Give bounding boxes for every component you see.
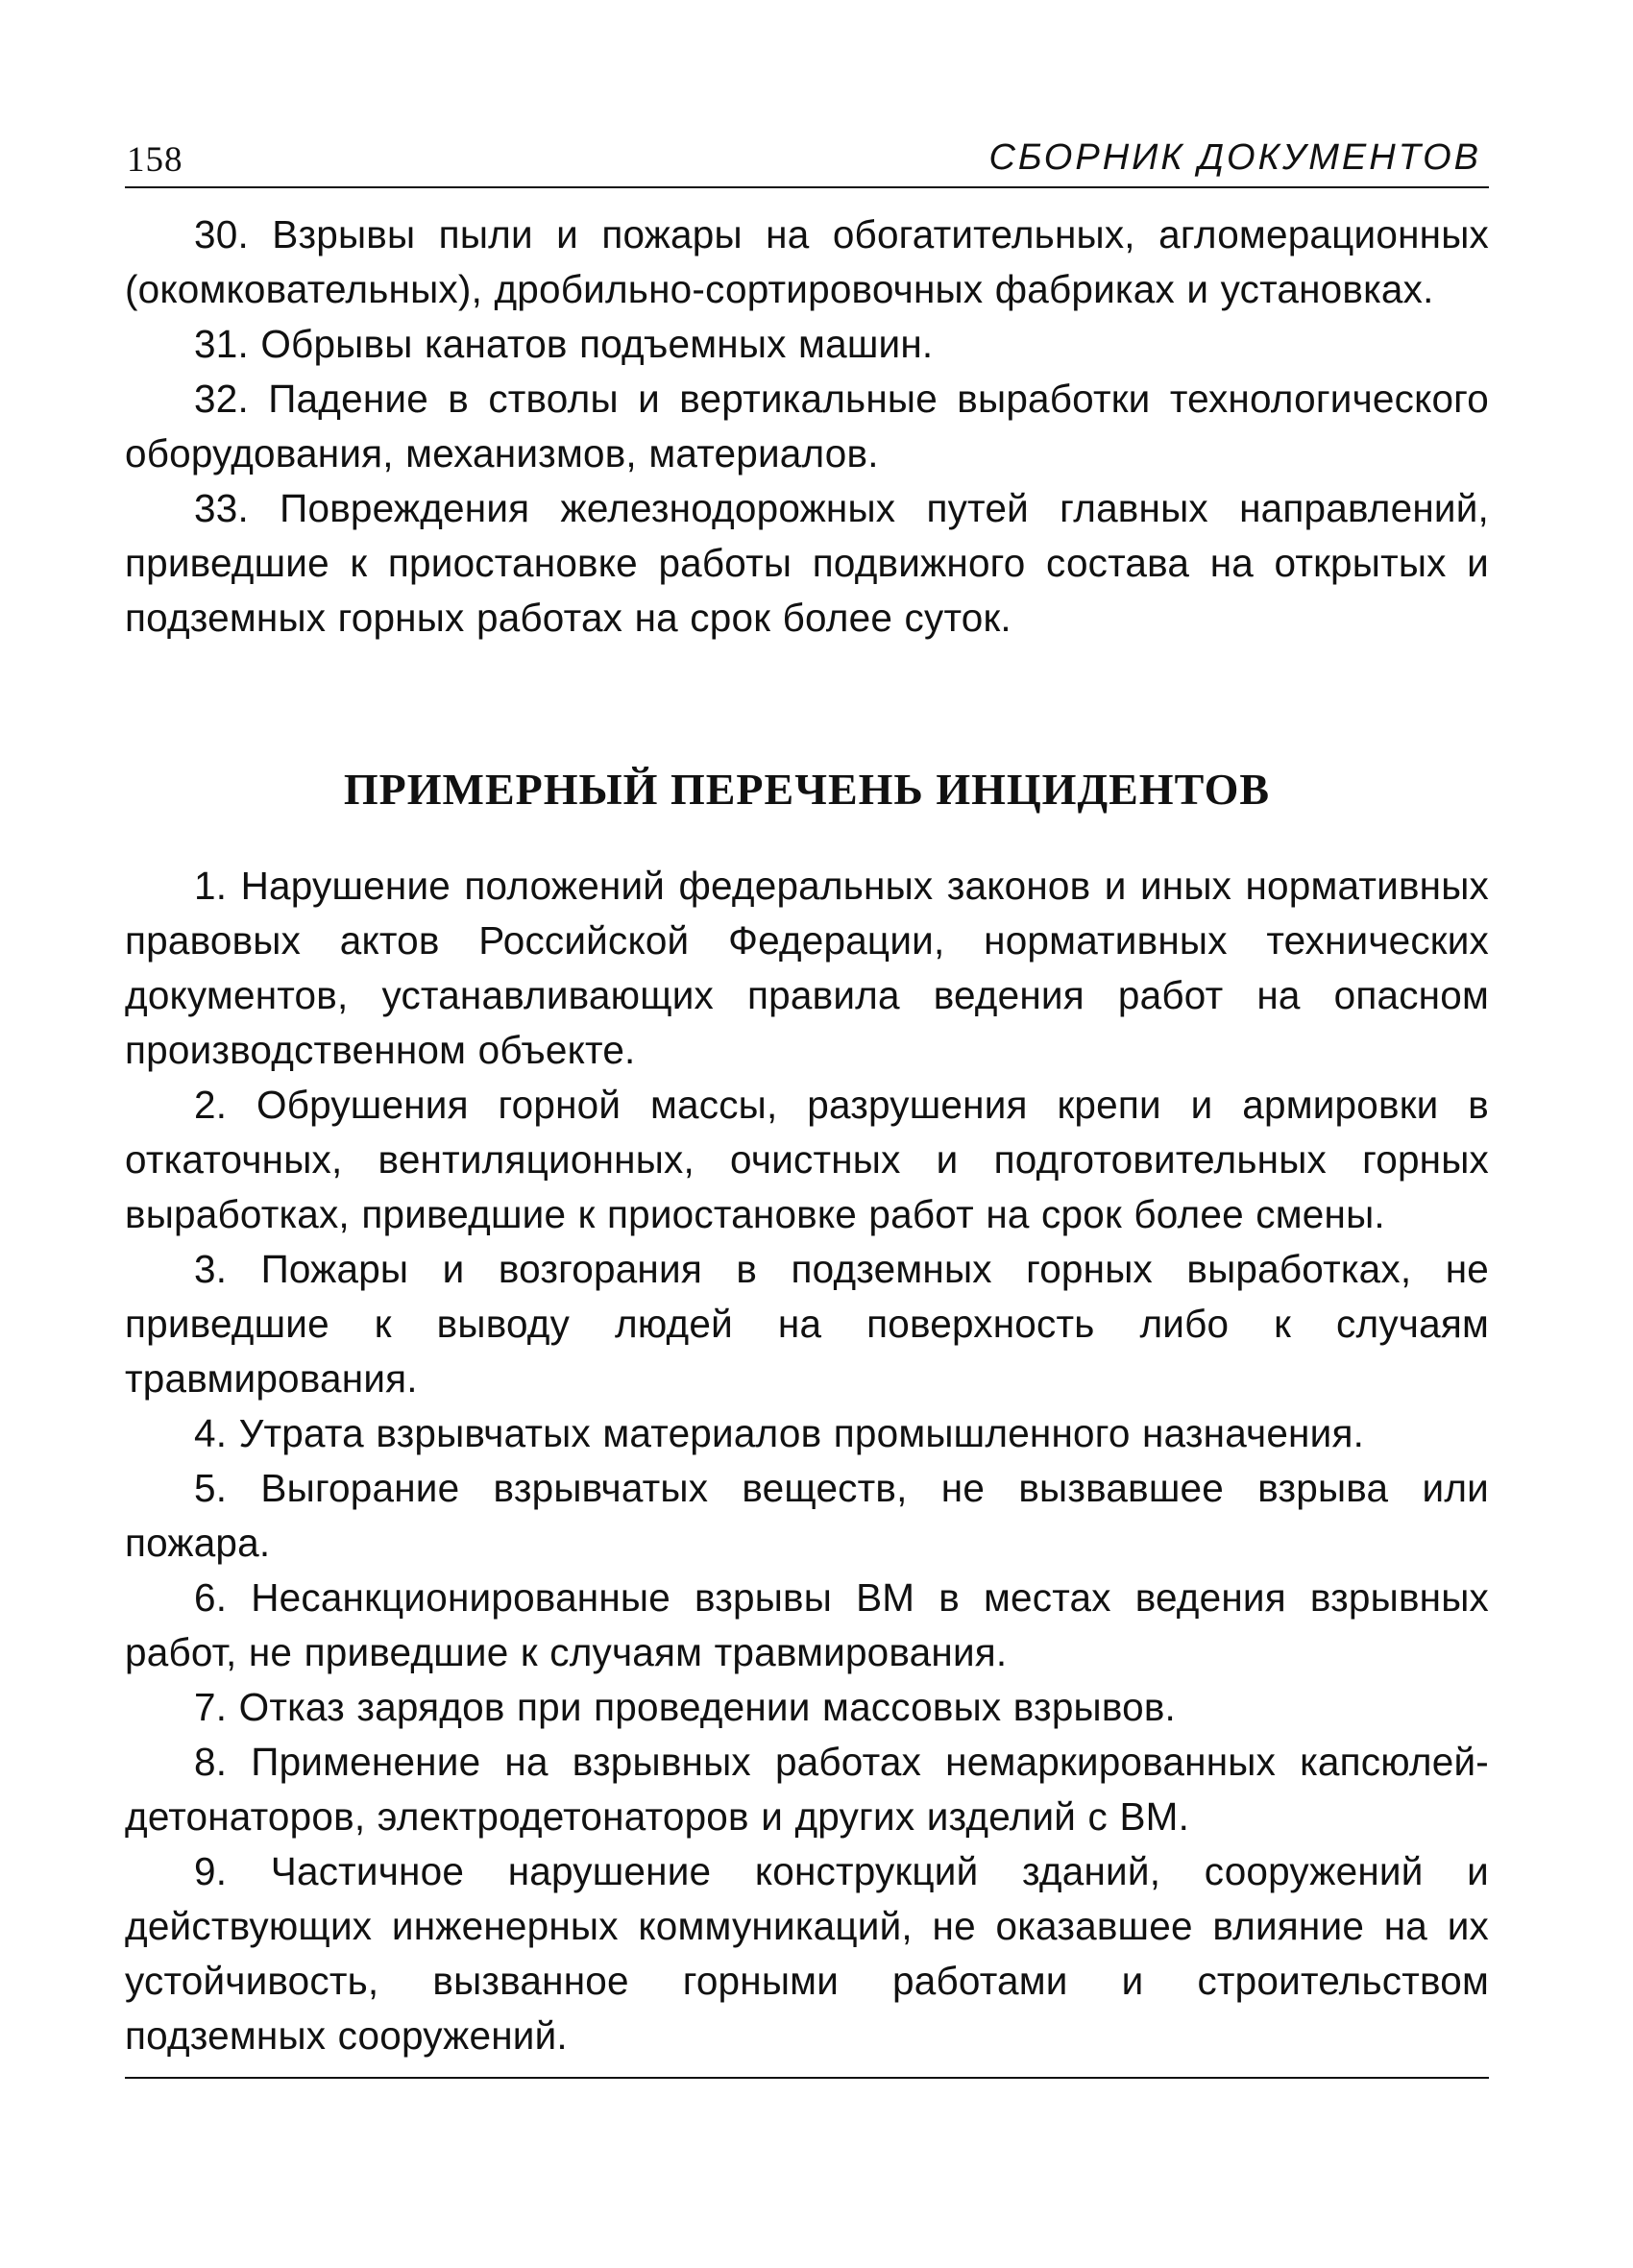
- list-item: 1. Нарушение положений федеральных законов и иных нормативных правовых актов Российской Федерации, нормативных технических документов, устанавливающих правила ведения работ на опасном производственном объекте.: [125, 864, 1489, 1072]
- list-item: 2. Обрушения горной массы, разрушения крепи и армировки в откаточных, вентиляционных, очистных и подготовительных горных выработках, приведшие к приостановке работ на срок более смены.: [125, 1083, 1489, 1236]
- running-title: СБОРНИК ДОКУМЕНТОВ: [988, 137, 1481, 178]
- list-item: 8. Применение на взрывных работах немаркированных капсюлей-детонаторов, электродетонаторов и других изделий с ВМ.: [125, 1740, 1489, 1839]
- list-item: 9. Частичное нарушение конструкций зданий, сооружений и действующих инженерных коммуникаций, не оказавшее влияние на их устойчивость, вызванное горными работами и строительством подземных сооружений.: [125, 1849, 1489, 2058]
- section-heading: ПРИМЕРНЫЙ ПЕРЕЧЕНЬ ИНЦИДЕНТОВ: [343, 765, 1271, 814]
- list-item: 33. Повреждения железнодорожных путей главных направлений, приведшие к приостановке работы подвижного состава на открытых и подземных горных работах на срок более суток.: [125, 486, 1489, 640]
- accidents-list-continued: [125, 207, 1489, 646]
- document-page: [125, 125, 1489, 2079]
- list-item: 31. Обрывы канатов подъемных машин.: [194, 322, 934, 366]
- incidents-list: [125, 859, 1489, 2063]
- page-header: [125, 125, 1489, 188]
- page-number: 158: [127, 140, 183, 180]
- list-item: 3. Пожары и возгорания в подземных горных выработках, не приведшие к выводу людей на поверхность либо к случаям травмирования.: [125, 1247, 1489, 1401]
- list-item: 32. Падение в стволы и вертикальные выработки технологического оборудования, механизмов, материалов.: [125, 377, 1489, 476]
- list-item: 5. Выгорание взрывчатых веществ, не вызвавшее взрыва или пожара.: [125, 1466, 1489, 1565]
- list-item: 4. Утрата взрывчатых материалов промышленного назначения.: [194, 1411, 1365, 1455]
- list-item: 7. Отказ зарядов при проведении массовых взрывов.: [194, 1685, 1177, 1729]
- list-item: 30. Взрывы пыли и пожары на обогатительных, агломерационных (окомковательных), дробильно-сортировочных фабриках и установках.: [125, 212, 1489, 311]
- list-item: 6. Несанкционированные взрывы ВМ в местах ведения взрывных работ, не приведшие к случаям травмирования.: [125, 1575, 1489, 1674]
- bottom-divider: [125, 2077, 1489, 2079]
